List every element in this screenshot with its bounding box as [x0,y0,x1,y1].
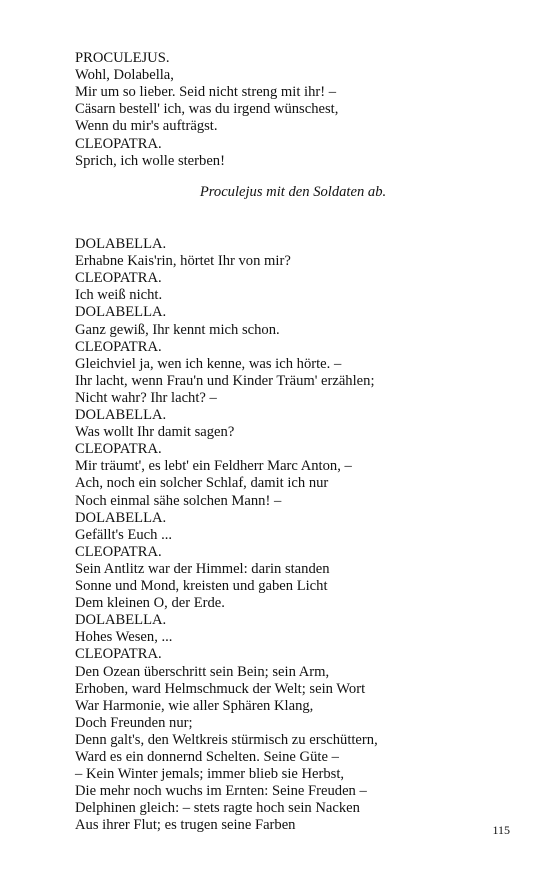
text-line: Aus ihrer Flut; es trugen seine Farben [75,817,296,834]
text-line: CLEOPATRA. [75,270,162,287]
text-line: Dem kleinen O, der Erde. [75,595,225,612]
text-line: Gefällt's Euch ... [75,526,173,543]
text-line: CLEOPATRA. [75,135,162,152]
text-line: Cäsarn bestell' ich, was du irgend wünschest, [75,101,339,118]
text-line: Ganz gewiß, Ihr kennt mich schon. [75,321,280,338]
page-number: 115 [492,823,510,837]
text-line: CLEOPATRA. [75,646,162,663]
text-line: Gleichviel ja, wen ich kenne, was ich hörte. – [75,355,342,372]
text-line: DOLABELLA. [75,407,167,423]
text-line: – Kein Winter jemals; immer blieb sie Herbst, [75,766,345,783]
text-line: Wohl, Dolabella, [75,67,174,84]
text-line: Ihr lacht, wenn Frau'n und Kinder Träum' erzählen; [75,372,375,389]
text-line: Denn galt's, den Weltkreis stürmisch zu erschüttern, [75,731,378,748]
stage-direction: Proculejus mit den Soldaten ab. [199,184,387,200]
text-line: Sprich, ich wolle sterben! [75,152,225,169]
text-line: Delphinen gleich: – stets ragte hoch sein Nacken [75,800,360,817]
text-line: Den Ozean überschritt sein Bein; sein Arm, [75,663,330,680]
text-line: War Harmonie, wie aller Sphären Klang, [75,697,314,714]
text-line: Erhabne Kais'rin, hörtet Ihr von mir? [75,253,291,270]
text-line: Die mehr noch wuchs im Ernten: Seine Freuden – [75,783,367,800]
text-line: CLEOPATRA. [75,441,162,458]
text-line: Mir träumt', es lebt' ein Feldherr Marc Anton, – [75,458,352,475]
text-line: DOLABELLA. [75,612,167,629]
text-line: Nicht wahr? Ihr lacht? – [75,389,217,406]
text-line: Ich weiß nicht. [75,287,163,304]
text-line: Sonne und Mond, kreisten und gaben Licht [75,578,328,594]
text-line: CLEOPATRA. [75,338,162,355]
text-line: Mir um so lieber. Seid nicht streng mit ihr! – [75,84,337,101]
text-line: DOLABELLA. [75,304,167,321]
text-line: Wenn du mir's aufträgst. [75,118,218,135]
text-line: Hohes Wesen, ... [75,629,173,646]
text-line: Noch einmal sähe solchen Mann! – [75,492,282,509]
text-line: DOLABELLA. [75,509,167,526]
text-line: DOLABELLA. [75,236,167,252]
text-line: Ward es ein donnernd Schelten. Seine Güte – [75,749,339,765]
text-line: Sein Antlitz war der Himmel: darin standen [75,560,330,577]
text-line: CLEOPATRA. [75,543,162,560]
text-line: Ach, noch ein solcher Schlaf, damit ich nur [75,475,329,492]
text-line: PROCULEJUS. [75,50,170,66]
text-line: Doch Freunden nur; [75,714,193,731]
text-line: Erhoben, ward Helmschmuck der Welt; sein Wort [75,680,366,697]
text-line: Was wollt Ihr damit sagen? [75,424,235,441]
